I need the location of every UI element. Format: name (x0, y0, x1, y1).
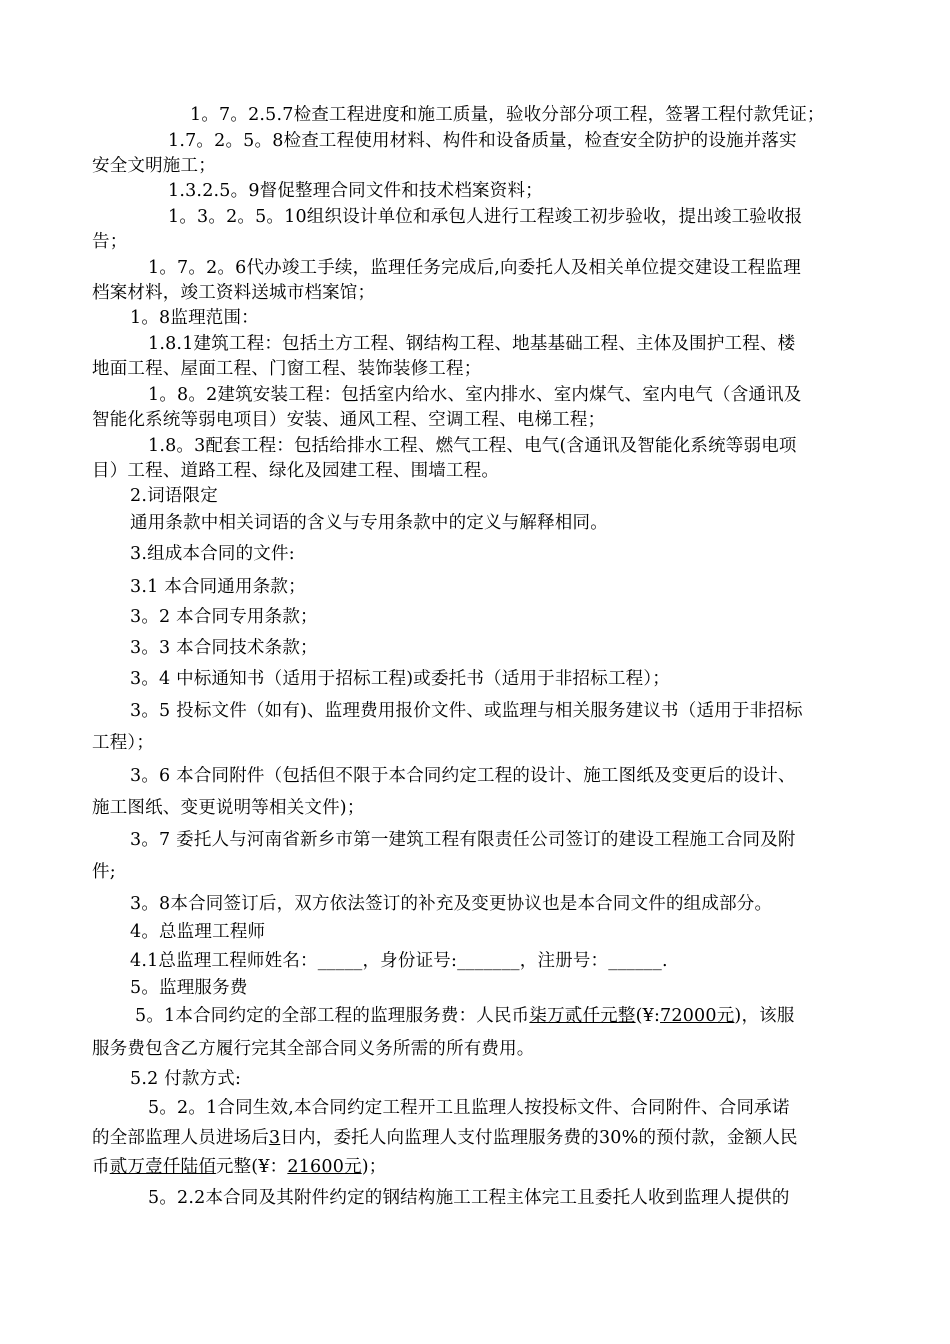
chief-engineer-name-blank: _____ (317, 951, 363, 971)
heading-1-8: 1。8监理范围： (130, 308, 259, 328)
chief-engineer-label: 4.1总监理工程师姓名： (130, 951, 318, 971)
clause-2-text: 通用条款中相关词语的含义与专用条款中的定义与解释相同。 (130, 513, 608, 533)
clause-3-5-cont: 工程）； (92, 733, 155, 753)
clause-5-1 (135, 1005, 795, 1027)
clause-3-6-cont: 施工图纸、变更说明等相关文件)； (92, 798, 365, 818)
id-number-blank: _______ (457, 951, 520, 971)
clause-3-3: 3。3 本合同技术条款； (130, 638, 318, 658)
clause-1-8-2-cont: 智能化系统等弱电项目）安装、通风工程、空调工程、电梯工程； (92, 410, 606, 430)
payment-amount-number: 21600元 (287, 1157, 362, 1177)
payment-l1-prefix: 的全部监理人员进场后 (92, 1128, 269, 1148)
clause-1-7-2-6-cont: 档案材料，竣工资料送城市档案馆； (92, 283, 376, 303)
clause-3-6: 3。6 本合同附件（包括但不限于本合同约定工程的设计、施工图纸及变更后的设计、 (130, 766, 796, 786)
clause-5-2-2: 5。2.2本合同及其附件约定的钢结构施工工程主体完工且委托人收到监理人提供的 (148, 1188, 790, 1208)
clause-1-7-2-6: 1。7。2。6代办竣工手续，监理任务完成后,向委托人及相关单位提交建设工程监理 (148, 258, 801, 278)
clause-3-8: 3。8本合同签订后，双方依法签订的补充及变更协议也是本合同文件的组成部分。 (130, 894, 773, 914)
fee-prefix: 5。1本合同约定的全部工程的监理服务费：人民币 (135, 1006, 530, 1026)
heading-2: 2.词语限定 (130, 486, 218, 506)
clause-1-8-2: 1。8。2建筑安装工程：包括室内给水、室内排水、室内煤气、室内电气（含通讯及 (148, 385, 802, 405)
clause-4-1-end: . (661, 951, 668, 971)
clause-3-4: 3。4 中标通知书（适用于招标工程)或委托书（适用于非招标工程）； (130, 669, 671, 689)
clause-1-8-3: 1.8。3配套工程：包括给排水工程、燃气工程、电气(含通讯及智能化系统等弱电项 (148, 436, 797, 456)
clause-3-2: 3。2 本合同专用条款； (130, 607, 318, 627)
clause-1-3-2-5-10: 1。3。2。5。10组织设计单位和承包人进行工程竣工初步验收，提出竣工验收报 (168, 207, 803, 227)
fee-amount-number: 72000元 (660, 1006, 735, 1026)
fee-mid: (¥: (635, 1006, 661, 1026)
clause-3-1: 3.1 本合同通用条款； (130, 577, 306, 597)
clause-3-5: 3。5 投标文件（如有)、监理费用报价文件、或监理与相关服务建议书（适用于非招标 (130, 701, 803, 721)
clause-1-7-2-5-8: 1.7。2。5。8检查工程使用材料、构件和设备质量，检查安全防护的设施并落实 (168, 131, 797, 151)
payment-l2-prefix: 币 (92, 1157, 110, 1177)
fee-amount-words: 柒万贰仟元整 (529, 1006, 636, 1026)
payment-l1-suffix: 日内，委托人向监理人支付监理服务费的30%的预付款，金额人民 (280, 1128, 798, 1148)
heading-5: 5。监理服务费 (130, 978, 248, 998)
clause-5-2-1-cont-2 (92, 1156, 386, 1178)
heading-5-2: 5.2 付款方式: (130, 1069, 242, 1089)
fee-suffix: )，该服 (734, 1006, 795, 1026)
clause-1-3-2-5-9: 1.3.2.5。9督促整理合同文件和技术档案资料； (168, 181, 543, 201)
clause-1-3-2-5-10-cont: 告； (92, 232, 128, 252)
heading-4: 4。总监理工程师 (130, 922, 266, 942)
clause-1-7-2-5-8-cont: 安全文明施工； (92, 156, 216, 176)
payment-amount-words: 贰万壹仟陆佰 (109, 1157, 216, 1177)
registration-blank: ______ (608, 951, 662, 971)
clause-1-8-3-cont: 目）工程、道路工程、绿化及园建工程、围墙工程。 (92, 461, 500, 481)
clause-5-2-1: 5。2。1合同生效,本合同约定工程开工且监理人按投标文件、合同附件、合同承诺 (148, 1098, 790, 1118)
clause-4-1 (130, 950, 668, 972)
payment-days: 3 (269, 1128, 281, 1148)
registration-label: ，注册号： (519, 951, 609, 971)
clause-1-7-2-5-7: 1。7。2.5.7检查工程进度和施工质量，验收分部分项工程，签署工程付款凭证； (190, 105, 825, 125)
clause-3-7-cont: 件; (92, 862, 116, 882)
clause-3-7: 3。7 委托人与河南省新乡市第一建筑工程有限责任公司签订的建设工程施工合同及附 (130, 830, 796, 850)
clause-1-8-1-cont: 地面工程、屋面工程、门窗工程、装饰装修工程； (92, 359, 482, 379)
id-number-label: ，身份证号: (362, 951, 458, 971)
clause-5-2-1-cont (92, 1127, 798, 1149)
payment-l2-mid: 元整(¥： (215, 1157, 288, 1177)
clause-5-1-cont: 服务费包含乙方履行完其全部合同义务所需的所有费用。 (92, 1039, 535, 1059)
clause-1-8-1: 1.8.1建筑工程：包括土方工程、钢结构工程、地基基础工程、主体及围护工程、楼 (148, 334, 796, 354)
payment-l2-suffix: )； (361, 1157, 387, 1177)
heading-3: 3.组成本合同的文件: (130, 544, 295, 564)
